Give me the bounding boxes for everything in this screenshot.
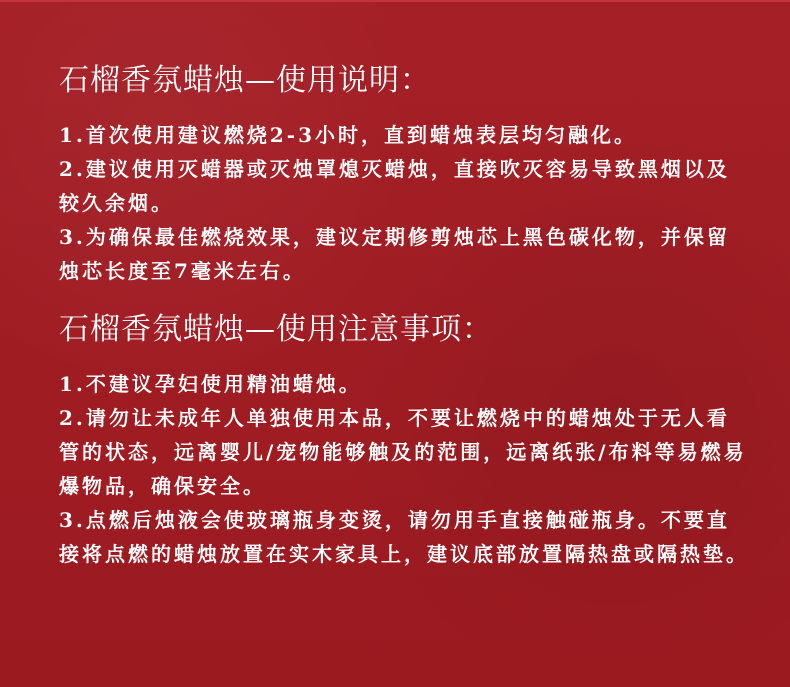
notes-item-1: 1.不建议孕妇使用精油蜡烛。 <box>59 372 362 396</box>
content-area <box>59 60 749 571</box>
notes-item-2: 2.请勿让未成年人单独使用本品，不要让燃烧中的蜡烛处于无人看管的状态，远离婴儿/宠物能够触及的范围，远离纸张/布料等易燃易爆物品，确保安全。 <box>59 406 747 498</box>
notes-list <box>59 367 749 571</box>
usage-item-3: 3.为确保最佳燃烧效果，建议定期修剪烛芯上黑色碳化物，并保留烛芯长度至7毫米左右。 <box>59 225 730 283</box>
usage-title: 石榴香氛蜡烛—使用说明： <box>59 63 431 98</box>
usage-section <box>59 60 749 288</box>
notes-title: 石榴香氛蜡烛—使用注意事项： <box>59 312 493 347</box>
notes-item-3: 3.点燃后烛液会使玻璃瓶身变烫，请勿用手直接触碰瓶身。不要直接将点燃的蜡烛放置在实木家具上，建议底部放置隔热盘或隔热垫。 <box>59 508 749 566</box>
usage-item-1: 1.首次使用建议燃烧2-3小时，直到蜡烛表层均匀融化。 <box>59 123 638 147</box>
notes-section <box>59 309 749 571</box>
usage-item-2: 2.建议使用灭蜡器或灭烛罩熄灭蜡烛，直接吹灭容易导致黑烟以及较久余烟。 <box>59 157 730 215</box>
usage-list <box>59 118 749 288</box>
